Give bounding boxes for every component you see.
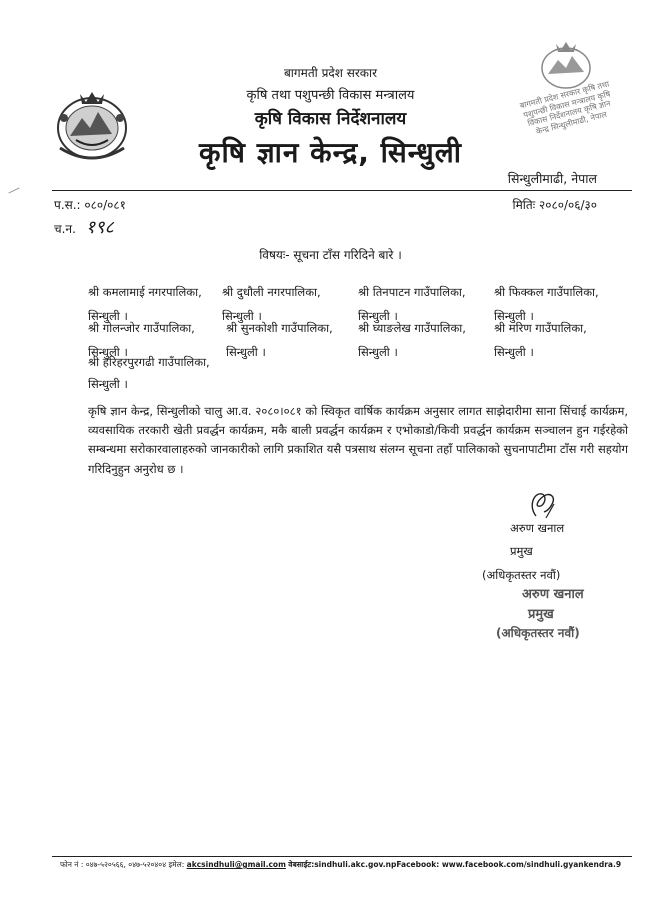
recipient-district: सिन्धुली । [88,309,128,323]
recipient-name: श्री हरिहरपुरगढी गाउँपालिका, [88,355,210,369]
letter-date: मितिः २०८०/०६/३० [512,198,597,212]
handwritten-signature [524,486,564,522]
recipient-district: सिन्धुली । [222,309,262,323]
header-office-title: कृषि ज्ञान केन्द्र, सिन्धुली [199,136,462,169]
recipient-name: श्री फिक्कल गाउँपालिका, [494,285,599,299]
letter-cn-label: च.न. [54,222,76,236]
letter-cn-value: १९८ [85,217,114,238]
recipient-district: सिन्धुली । [358,309,398,323]
recipient-district: सिन्धुली । [494,309,534,323]
header-directorate: कृषि विकास निर्देशनालय [254,109,407,129]
stamp-name: अरुण खनाल [522,587,584,602]
office-seal [514,40,622,160]
recipient-name: श्री दुधौली नगरपालिका, [222,285,321,299]
footer-contact [60,860,620,870]
recipient-sunkoshi [226,318,333,362]
recipient-ghyanglekh [358,318,466,362]
recipient-hariharpurgadhi [88,352,210,394]
recipient-district: सिन्धुली । [226,345,266,359]
recipient-name: श्री तिनपाटन गाउँपालिका, [358,285,466,299]
footer-phone: फोन नं : ०४७-५२०५६६, ०४७-५२०४०४ इमेल: [60,860,185,869]
recipient-name: श्री गोलन्जोर गाउँपालिका, [88,321,195,335]
stamp-title: प्रमुख [528,607,554,622]
office-address: सिन्धुलीमाढी, नेपाल [507,171,597,186]
signature-rank: (अधिकृतस्तर नवौं) [482,568,561,582]
stamp-rank: (अधिकृतस्तर नवौं) [496,626,580,640]
letter-subject: विषयः- सूचना टाँस गरिदिने बारे । [259,248,402,262]
margin-mark [8,188,19,194]
footer-divider [52,856,632,857]
header-ministry: कृषि तथा पशुपन्छी विकास मन्त्रालय [246,88,415,103]
recipient-marin [494,318,587,362]
signature-name: अरुण खनाल [510,521,565,535]
letter-body: कृषि ज्ञान केन्द्र, सिन्धुलीको चालु आ.व. २०८०।०८१ को स्विकृत वार्षिक कार्यक्रम अनुसार लागत साझेदारीमा साना सिंचाई कार्यक्रम, व्यवसायिक तरकारी खेती प्रवर्द्धन कार्यक्रम, मकै बाली प्रवर्द्धन कार्यक्रम र एभोकाडो/किवी प्रवर्द्धन कार्यक्रम सञ्चालन हुन गईरहेको सम्बन्धमा सरोकारवालाहरुको जानकारीको लागि प्रकाशित यसै पत्रसाथ संलग्न सूचना तहाँ पालिकाको सुचनापाटीमा टाँस गरी सहयोग गरिदिनुहुन अनुरोध छ । [88,404,628,476]
letter-ps-number: प.स.: ०८०/०८१ [54,198,126,212]
recipient-district: सिन्धुली । [358,345,398,359]
header-government: बागमती प्रदेश सरकार [283,66,378,80]
recipient-district: सिन्धुली । [88,377,128,391]
recipient-district: सिन्धुली । [88,345,128,359]
recipient-name: श्री घ्याङलेख गाउँपालिका, [358,321,466,335]
seal-emblem-icon [536,40,596,90]
footer-website[interactable]: वेबसाईट:sindhuli.akc.gov.np [288,860,397,869]
recipient-district: सिन्धुली । [494,345,534,359]
signature-title: प्रमुख [510,544,533,558]
recipient-name: श्री मरिण गाउँपालिका, [494,321,587,335]
footer-facebook[interactable]: Facebook: www.facebook.com/sindhuli.gyankendra.9 [396,860,622,869]
footer-email[interactable]: akcsindhuli@gmail.com [186,860,286,869]
header-divider [52,190,632,191]
seal-text: बागमती प्रदेश सरकार कृषि तथा पशुपन्छी विकास मन्त्रालय कृषि विकास निर्देशनालय कृषि ज्ञान केन्द्र सिन्धुलीमाढी, नेपाल [518,79,612,136]
recipient-name: श्री कमलामाई नगरपालिका, [88,285,202,299]
recipient-name: श्री सुनकोशी गाउँपालिका, [226,321,333,335]
letter-cn [54,215,114,239]
